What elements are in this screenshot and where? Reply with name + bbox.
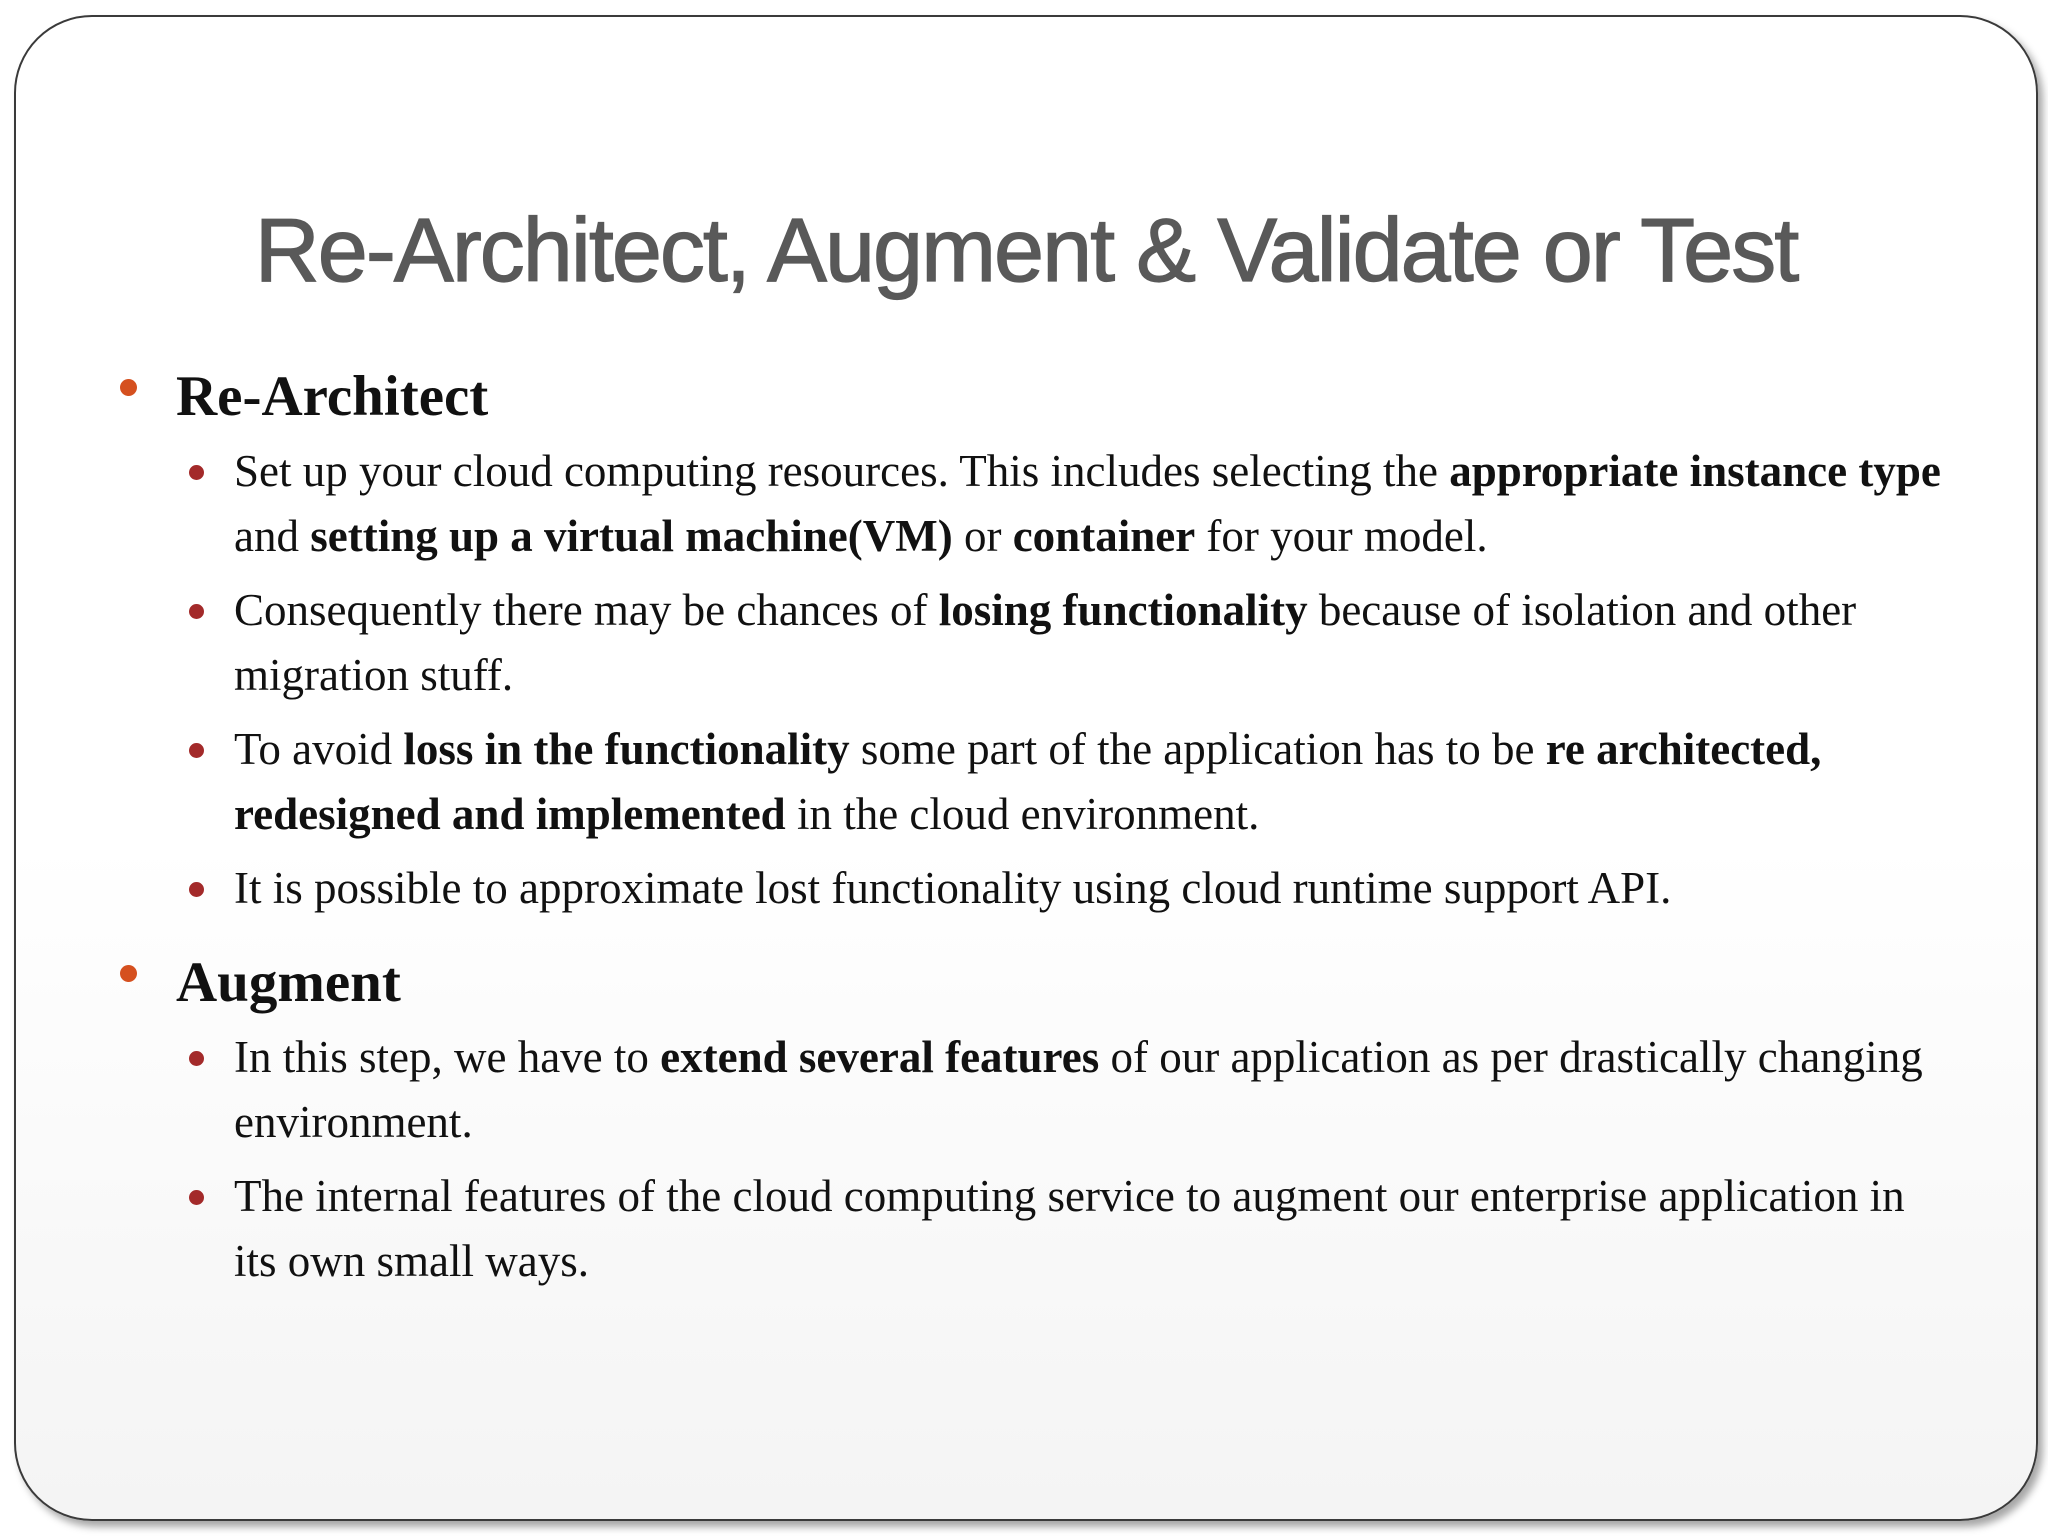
section-heading-augment [176,941,2036,1025]
section-heading-label: Re-Architect [176,365,489,428]
bold-text-run: container [1012,511,1196,561]
bold-text-run: loss in the functionality [403,724,850,774]
list-item [234,578,1954,708]
level2-bullet-icon [189,604,204,619]
level2-bullet-icon [189,743,204,758]
text-run: Consequently there may be chances of [234,585,939,635]
text-run: The internal features of the cloud computing service to augment our enterprise application in its own small ways. [234,1171,1905,1286]
bold-text-run: appropriate instance type [1449,446,1941,496]
text-run: some part of the application has to be [849,724,1546,774]
text-run: of our application as per drastically changing environment. [234,1032,1923,1147]
level2-bullet-icon [189,1051,204,1066]
list-item [234,1164,1954,1294]
text-run: for your model. [1195,511,1488,561]
slide-title: Re-Architect, Augment & Validate or Test [254,201,1798,301]
list-item [234,856,1954,921]
slide-content [16,355,2036,1314]
level2-bullet-icon [189,882,204,897]
text-run: because of isolation and other migration stuff. [234,585,1857,700]
text-run: To avoid [234,724,404,774]
level1-bullet-icon [120,965,137,982]
text-run: It is possible to approximate lost functionality using cloud runtime support API. [234,863,1672,913]
augment-list [234,1025,1954,1294]
bold-text-run: extend several features [660,1032,1100,1082]
text-run: and [234,511,311,561]
section-heading-re-architect [176,355,2036,439]
re-architect-list [234,439,1954,921]
bold-text-run: re architected, redesigned and implemented [234,724,1822,839]
list-item [234,1025,1954,1155]
text-run: or [952,511,1013,561]
level2-bullet-icon [189,465,204,480]
section-heading-label: Augment [176,951,401,1014]
level1-bullet-icon [120,379,137,396]
bold-text-run: setting up a virtual machine(VM) [310,511,953,561]
list-item [234,439,1954,569]
list-item [234,717,1954,847]
level2-bullet-icon [189,1190,204,1205]
text-run: Set up your cloud computing resources. This includes selecting the [234,446,1450,496]
bold-text-run: losing functionality [938,585,1308,635]
text-run: In this step, we have to [234,1032,661,1082]
slide [14,15,2038,1521]
text-run: in the cloud environment. [785,789,1260,839]
